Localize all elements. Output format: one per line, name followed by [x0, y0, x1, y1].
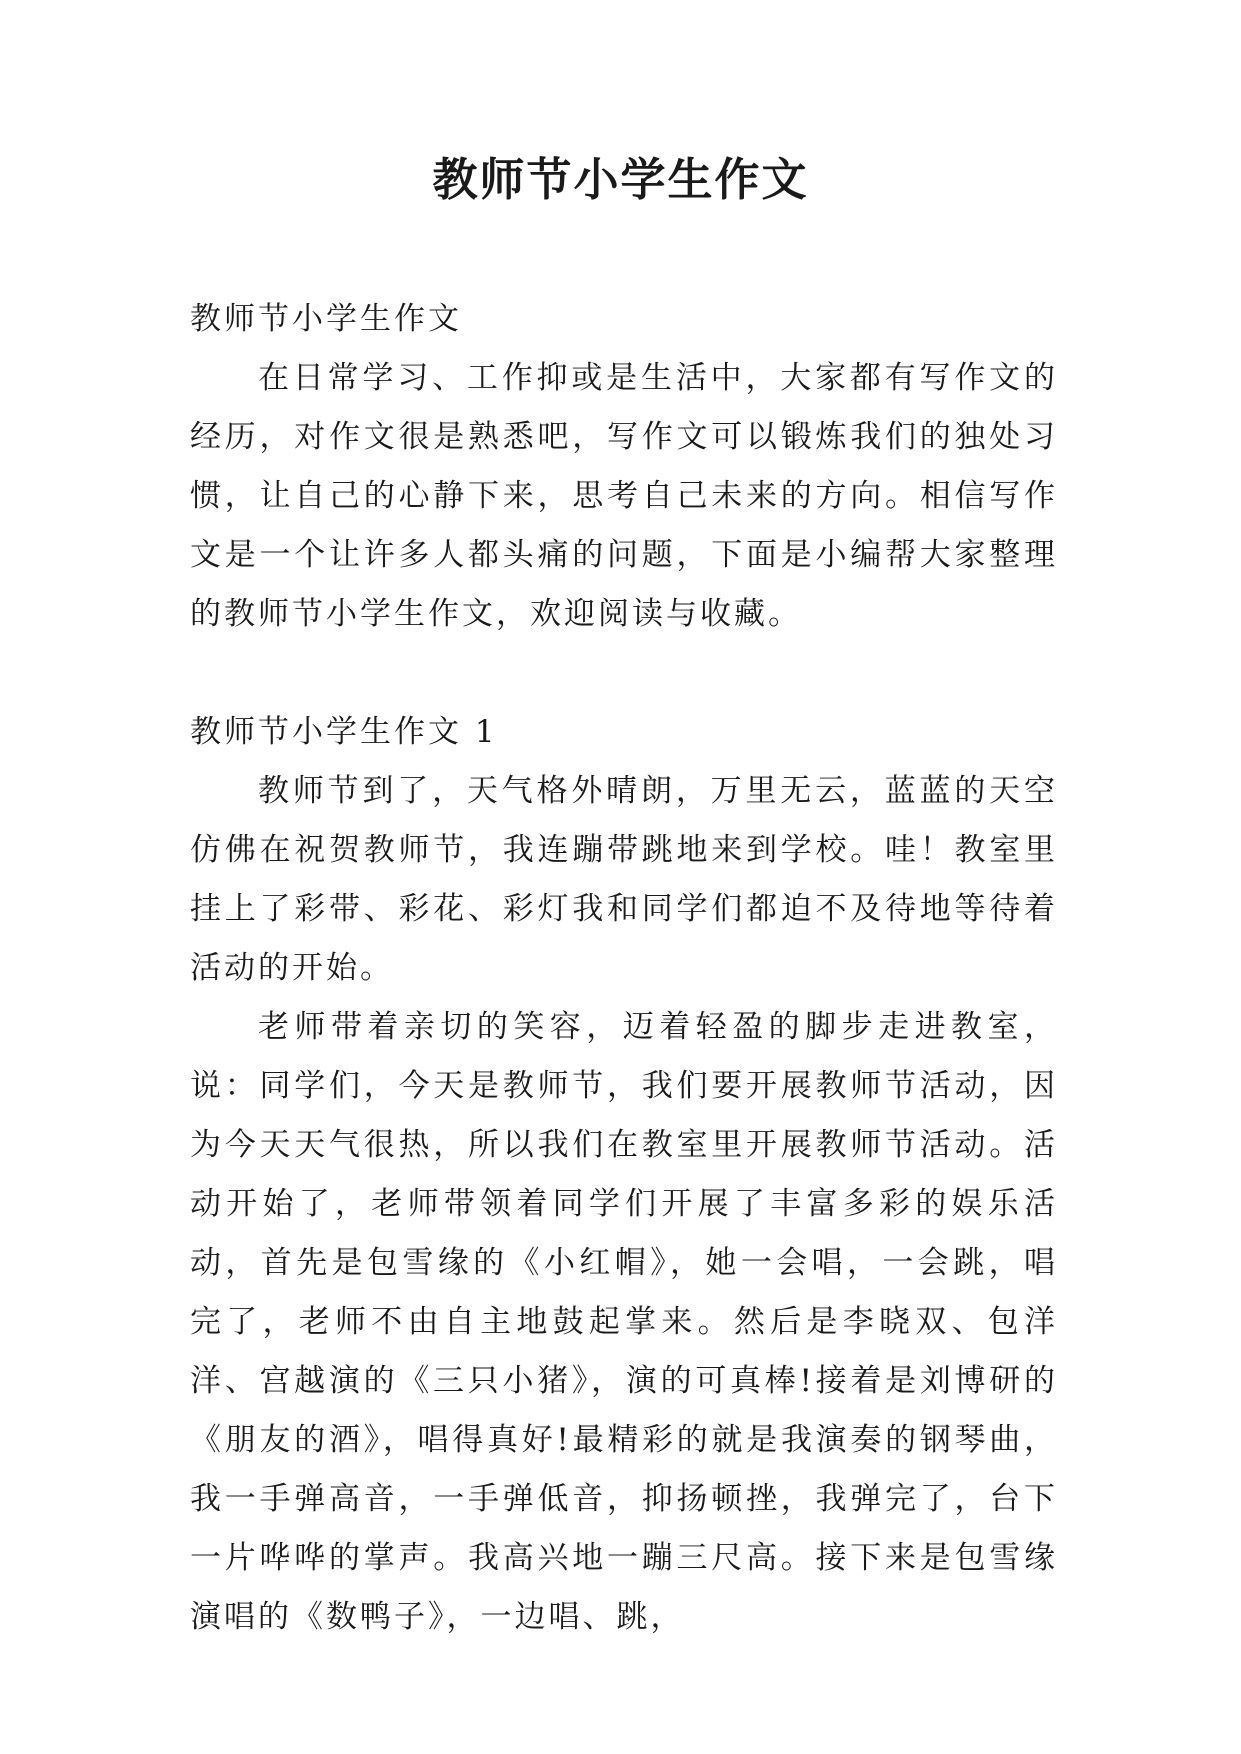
section-spacer [190, 644, 1058, 703]
document-body [190, 290, 1058, 1647]
section-heading: 教师节小学生作文 1 [190, 714, 498, 750]
intro-paragraph: 在日常学习、工作抑或是生活中，大家都有写作文的经历，对作文很是熟悉吧，写作文可以锻炼我们的独处习惯，让自己的心静下来，思考自己未来的方向。相信写作文是一个让许多人都头痛的问题，下面是小编帮大家整理的教师节小学生作文，欢迎阅读与收藏。 [190, 360, 1058, 632]
paragraph-1: 教师节到了，天气格外晴朗，万里无云，蓝蓝的天空仿佛在祝贺教师节，我连蹦带跳地来到学校。哇！教室里挂上了彩带、彩花、彩灯我和同学们都迫不及待地等待着活动的开始。 [190, 773, 1058, 986]
document-title: 教师节小学生作文 [432, 153, 809, 206]
paragraph-2: 老师带着亲切的笑容，迈着轻盈的脚步走进教室，说：同学们，今天是教师节，我们要开展教师节活动，因为今天天气很热，所以我们在教室里开展教师节活动。活动开始了，老师带领着同学们开展了丰富多彩的娱乐活动，首先是包雪缘的《小红帽》，她一会唱，一会跳，唱完了，老师不由自主地鼓起掌来。然后是李晓双、包洋洋、宫越演的《三只小猪》，演的可真棒!接着是刘博研的《朋友的酒》，唱得真好!最精彩的就是我演奏的钢琴曲，我一手弹高音，一手弹低音，抑扬顿挫，我弹完了，台下一片哗哗的掌声。我高兴地一蹦三尺高。接下来是包雪缘演唱的《数鸭子》，一边唱、跳， [190, 1009, 1058, 1635]
subtitle: 教师节小学生作文 [190, 301, 462, 337]
